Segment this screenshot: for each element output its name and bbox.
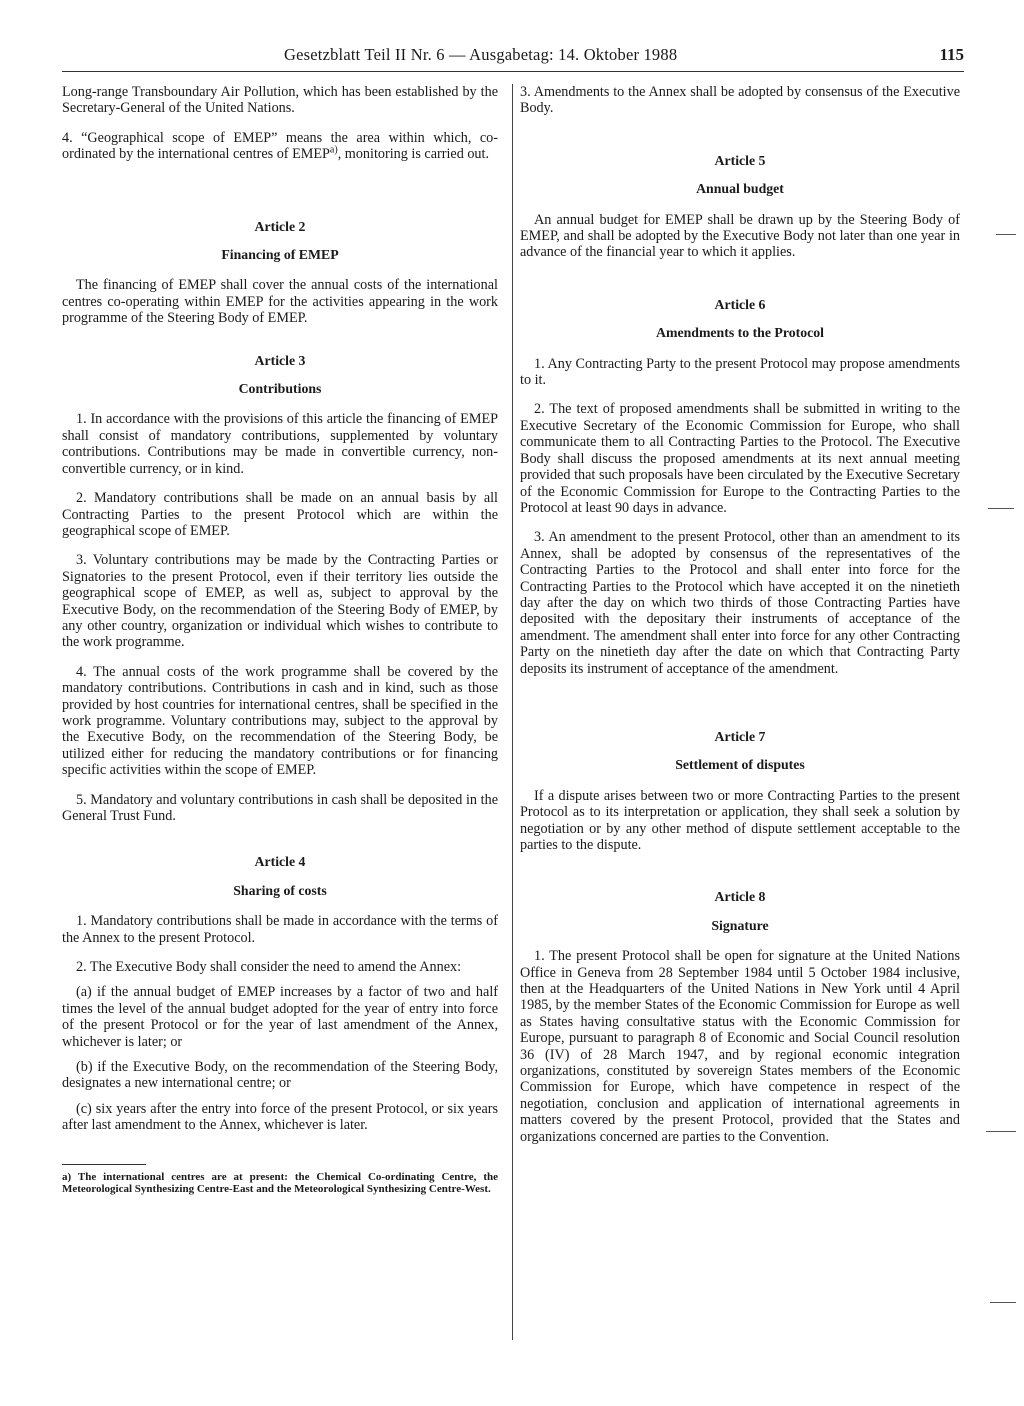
article-5-paragraph: An annual budget for EMEP shall be drawn up by the Steering Body of EMEP, and shall be adopted by the Executive Body not later than one year in advance of the financial year to which it applies. xyxy=(520,211,960,261)
article-3-title: Article 3 xyxy=(254,352,306,368)
article-2-paragraph: The financing of EMEP shall cover the annual costs of the international centres co-operating within EMEP for the activities appearing in the work programme of the Steering Body of EMEP. xyxy=(62,277,498,327)
article-3-paragraph-1: 1. In accordance with the provisions of this article the financing of EMEP shall consist of mandatory contributions, supplemented by voluntary contributions. Contributions may be made in convertible currency, non-convertible currency, or in kind. xyxy=(62,411,498,477)
article-4-title: Article 4 xyxy=(254,854,306,870)
margin-mark xyxy=(996,234,1016,235)
article-4-item-a: (a) if the annual budget of EMEP increases by a factor of two and half times the level of the annual budget adopted for the year of entry into force of the present Protocol or for the year of last amendment of the Annex, whichever is later; or xyxy=(62,984,498,1050)
left-column xyxy=(62,84,498,1209)
footnote-rule xyxy=(62,1164,146,1165)
article-7-subtitle: Settlement of disputes xyxy=(675,757,805,773)
article-6-paragraph-3: 3. An amendment to the present Protocol, other than an amendment to its Annex, shall be adopted by consensus of the representatives of the Contracting Parties to the Protocol and shall enter into force for the Contracting Parties to the Protocol which have accepted it on the ninetieth day after the day on which two thirds of those Contracting Parties have deposited with the depositary their instruments of acceptance of the amendment. The amendment shall enter into force for any other Contracting Party on the ninetieth day after the date on which that Contracting Party deposits its instrument of acceptance of the amendment. xyxy=(520,529,960,677)
margin-mark xyxy=(990,1302,1016,1303)
right-column xyxy=(520,84,960,1158)
column-divider xyxy=(512,84,513,1340)
page-number: 115 xyxy=(939,45,964,64)
article-6-subtitle: Amendments to the Protocol xyxy=(656,325,824,341)
definition-4-text: 4. “Geographical scope of EMEP” means the area within which, co-ordinated by the international centres of EMEP xyxy=(62,129,498,163)
article-3-subtitle: Contributions xyxy=(238,381,322,397)
article-6-title: Article 6 xyxy=(714,296,766,312)
article-3-paragraph-5: 5. Mandatory and voluntary contributions in cash shall be deposited in the General Trust Fund. xyxy=(62,791,498,824)
article-5-subtitle: Annual budget xyxy=(696,181,784,197)
article-4-paragraph-2: 2. The Executive Body shall consider the need to amend the Annex: xyxy=(76,959,462,976)
article-2-subtitle: Financing of EMEP xyxy=(221,247,339,263)
article-8-title: Article 8 xyxy=(714,889,766,905)
article-8-subtitle: Signature xyxy=(711,917,769,933)
article-7-title: Article 7 xyxy=(714,728,766,744)
footnote: a) The international centres are at present: the Chemical Co-ordinating Centre, the Meteorological Synthesizing Centre-East and the Meteorological Synthesizing Centre-West. xyxy=(62,1170,498,1196)
continued-paragraph: Long-range Transboundary Air Pollution, which has been established by the Secretary-General of the United Nations. xyxy=(62,84,498,117)
definition-4 xyxy=(62,130,498,163)
running-title: Gesetzblatt Teil II Nr. 6 — Ausgabetag: 14. Oktober 1988 xyxy=(284,45,678,64)
article-6-paragraph-1: 1. Any Contracting Party to the present Protocol may propose amendments to it. xyxy=(520,355,960,389)
article-5-title: Article 5 xyxy=(714,152,766,168)
article-2-title: Article 2 xyxy=(254,218,306,234)
article-4-subtitle: Sharing of costs xyxy=(233,882,327,898)
article-7-paragraph: If a dispute arises between two or more Contracting Parties to the present Protocol as to its interpretation or application, they shall seek a solution by negotiation or by any other method of dispute settlement acceptable to the parties to the dispute. xyxy=(520,787,960,853)
margin-mark xyxy=(988,508,1014,509)
article-4-item-c: (c) six years after the entry into force of the present Protocol, or six years after last amendment to the Annex, whichever is later. xyxy=(62,1100,498,1134)
article-3-paragraph-4: 4. The annual costs of the work programme shall be covered by the mandatory contributions. Contributions in cash and in kind, such as those provided by host countries for international centres, shall be specified in the work programme. Voluntary contributions may, subject to the approval by the Executive Body, on the recommendation of the Steering Body, be utilized either for reducing the mandatory contributions or for financing specific activities within the scope of EMEP. xyxy=(62,663,498,779)
footnote-marker: a) xyxy=(329,144,338,156)
header-rule xyxy=(62,71,964,72)
article-3-paragraph-3: 3. Voluntary contributions may be made by the Contracting Parties or Signatories to the present Protocol, even if their territory lies outside the geographical scope of EMEP, as well as, subject to approval by the Executive Body, on the recommendation of the Steering Body of EMEP, by any other country, organization or individual which wishes to contribute to the work programme. xyxy=(62,552,498,651)
article-4-paragraph-3: 3. Amendments to the Annex shall be adopted by consensus of the Executive Body. xyxy=(520,84,960,117)
margin-mark xyxy=(986,1131,1016,1132)
article-4-paragraph-1: 1. Mandatory contributions shall be made in accordance with the terms of the Annex to the present Protocol. xyxy=(62,913,498,946)
article-6-paragraph-2: 2. The text of proposed amendments shall be submitted in writing to the Executive Secretary of the Economic Commission for Europe, who shall communicate them to all Contracting Parties to the Protocol. The Executive Body shall discuss the proposed amendments at its next annual meeting provided that such proposals have been circulated by the Executive Secretary of the Economic Commission for Europe to the Contracting Parties to the Protocol at least 90 days in advance. xyxy=(520,401,960,516)
definition-4-end: , monitoring is carried out. xyxy=(337,146,490,163)
page-header xyxy=(62,45,964,69)
article-4-item-b: (b) if the Executive Body, on the recommendation of the Steering Body, designates a new international centre; or xyxy=(62,1059,498,1092)
article-8-paragraph-1: 1. The present Protocol shall be open for signature at the United Nations Office in Geneva from 28 September 1984 until 5 October 1984 inclusive, then at the Headquarters of the United Nations in New York until 4 April 1985, by the member States of the Economic Commission for Europe as well as States having consultative status with the Economic Commission for Europe, pursuant to paragraph 8 of Economic and Social Council resolution 36 (IV) of 28 March 1947, and by regional economic integration organizations, constituted by sovereign States members of the Economic Commission for Europe, which have competence in respect of the negotiation, conclusion and application of international agreements in matters covered by the present Protocol, provided that the States and organizations concerned are parties to the Convention. xyxy=(520,948,960,1145)
article-3-paragraph-2: 2. Mandatory contributions shall be made on an annual basis by all Contracting Parties to the present Protocol which are within the geographical scope of EMEP. xyxy=(62,490,498,539)
